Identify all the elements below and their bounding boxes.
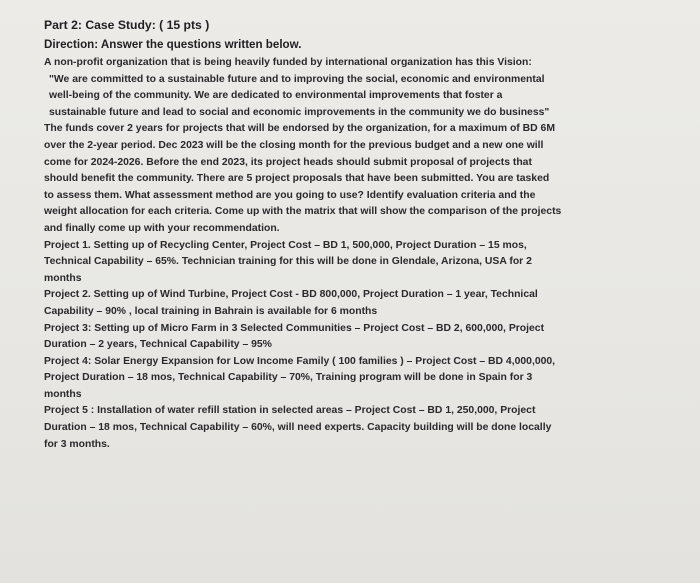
project-line: Project 4: Solar Energy Expansion for Low Income Family ( 100 families ) – Project Cost – BD 4,000,000, (44, 355, 556, 367)
direction-text: Direction: Answer the questions written below. (44, 38, 302, 51)
project-line: for 3 months. (44, 438, 110, 450)
intro-line: over the 2-year period. Dec 2023 will be the closing month for the previous budget and a new one will (44, 139, 544, 151)
project-2 (44, 287, 650, 320)
project-5 (44, 403, 650, 453)
project-line: Project 3: Setting up of Micro Farm in 3 Selected Communities – Project Cost – BD 2, 600,000, Project (44, 322, 545, 334)
intro-line: well-being of the community. We are dedicated to environmental improvements that foster a (49, 90, 503, 102)
intro-paragraph (44, 55, 650, 238)
project-3 (44, 321, 650, 354)
intro-line: sustainable future and lead to social and economic improvements in the community we do business" (49, 106, 550, 118)
project-line: Duration – 2 years, Technical Capability – 95% (44, 339, 272, 351)
section-heading: Part 2: Case Study: ( 15 pts ) (44, 18, 210, 32)
intro-line: The funds cover 2 years for projects that will be endorsed by the organization, for a maximum of BD 6M (44, 123, 555, 135)
project-line: Project 2. Setting up of Wind Turbine, Project Cost - BD 800,000, Project Duration – 1 year, Technical (44, 289, 538, 301)
project-1 (44, 238, 650, 288)
intro-line: and finally come up with your recommendation. (44, 222, 280, 234)
project-line: Capability – 90% , local training in Bahrain is available for 6 months (44, 305, 378, 317)
intro-line: should benefit the community. There are 5 project proposals that have been submitted. You are tasked (44, 173, 550, 185)
project-line: Project Duration – 18 mos, Technical Capability – 70%, Training program will be done in Spain for 3 (44, 372, 533, 384)
project-line: months (44, 388, 82, 400)
project-line: months (44, 272, 82, 284)
project-4 (44, 354, 650, 404)
intro-line: A non-profit organization that is being heavily funded by international organization has this Vision: (44, 57, 532, 68)
project-line: Technical Capability – 65%. Technician training for this will be done in Glendale, Arizona, USA for 2 (44, 256, 532, 268)
intro-line: weight allocation for each criteria. Come up with the matrix that will show the comparison of the projects (44, 206, 562, 218)
case-study-content (44, 16, 650, 453)
intro-line: to assess them. What assessment method are you going to use? Identify evaluation criteria and the (44, 189, 536, 201)
project-line: Duration – 18 mos, Technical Capability – 60%, will need experts. Capacity building will be done locally (44, 422, 552, 434)
intro-line: come for 2024-2026. Before the end 2023, its project heads should submit proposal of projects that (44, 156, 532, 168)
project-line: Project 1. Setting up of Recycling Center, Project Cost – BD 1, 500,000, Project Duration – 15 mos, (44, 239, 527, 251)
intro-line: "We are committed to a sustainable future and to improving the social, economic and environmental (49, 73, 545, 85)
project-line: Project 5 : Installation of water refill station in selected areas – Project Cost – BD 1, 250,000, Project (44, 405, 536, 417)
